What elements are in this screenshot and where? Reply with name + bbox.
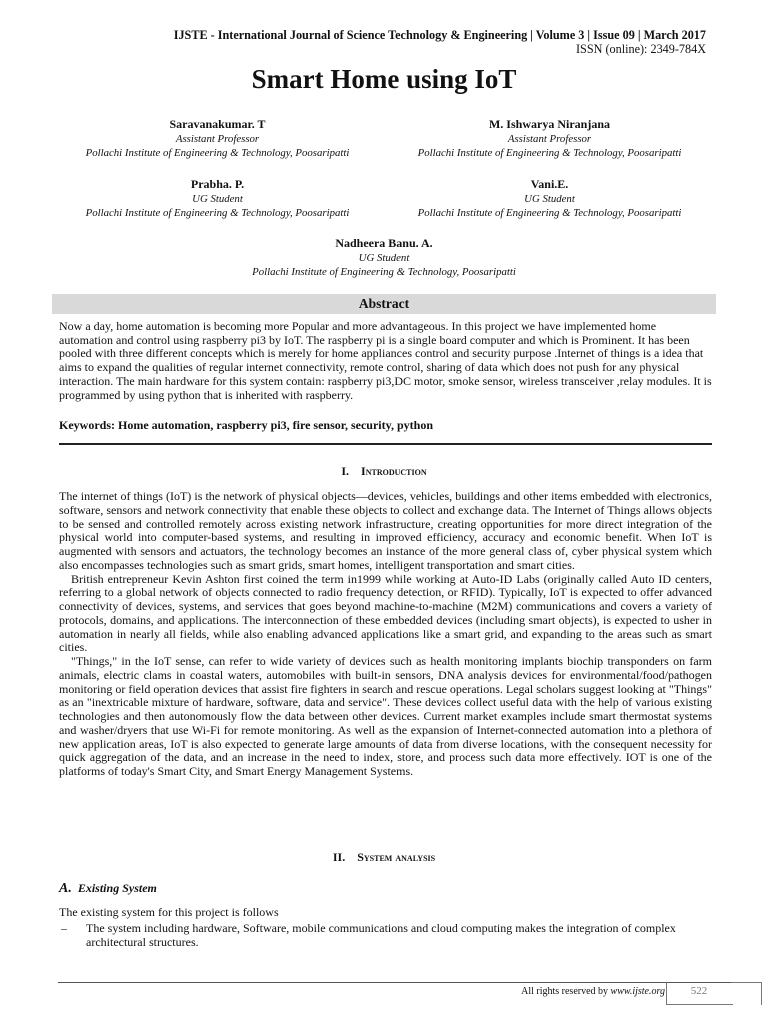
keywords: Keywords: Home automation, raspberry pi3, fire sensor, security, python bbox=[59, 418, 433, 432]
author-role: UG Student bbox=[524, 192, 575, 205]
author-name: Vani.E. bbox=[530, 177, 569, 191]
author-block bbox=[372, 177, 727, 221]
author-block bbox=[372, 117, 727, 161]
section-heading-system-analysis bbox=[0, 850, 768, 865]
abstract-heading: Abstract bbox=[52, 294, 716, 314]
existing-system-intro: The existing system for this project is follows bbox=[59, 905, 279, 919]
section-title: System analysis bbox=[357, 850, 436, 864]
paragraph: British entrepreneur Kevin Ashton first coined the term in1999 while working at Auto-ID Labs (originally called Auto ID centers, referring to a global network of objects connected to radio frequency detection, or RFID). Typically, IoT is expected to offer advanced connectivity of devices, systems, and services that goes beyond machine-to-machine (M2M) communications and covers a variety of protocols, domains, and applications. The interconnection of these embedded devices (including smart objects), is expected to usher in automation in nearly all fields, while also enabling advanced applications like a smart grid, and expanding to the areas such as smart cities. bbox=[59, 571, 712, 655]
author-name: M. Ishwarya Niranjana bbox=[488, 117, 610, 131]
corner-decoration bbox=[731, 982, 762, 1005]
abstract-divider bbox=[59, 443, 712, 445]
author-block bbox=[40, 177, 395, 221]
footer-rights bbox=[521, 986, 665, 997]
subsection-heading bbox=[59, 881, 157, 897]
section-number: II. bbox=[332, 850, 346, 864]
author-name: Nadheera Banu. A. bbox=[335, 236, 433, 250]
section-heading-introduction bbox=[0, 464, 768, 479]
page-footer bbox=[0, 982, 768, 1022]
author-name: Saravanakumar. T bbox=[169, 117, 266, 131]
journal-title-line: IJSTE - International Journal of Science Technology & Engineering | Volume 3 | Issue 09 | March 2017 bbox=[173, 28, 706, 42]
author-block bbox=[40, 117, 395, 161]
site-link[interactable]: www.ijste.org bbox=[610, 986, 665, 997]
paper-title: Smart Home using IoT bbox=[251, 64, 517, 94]
author-affiliation: Pollachi Institute of Engineering & Technology, Poosaripatti bbox=[85, 147, 350, 159]
section-title: Introduction bbox=[361, 464, 427, 478]
author-affiliation: Pollachi Institute of Engineering & Technology, Poosaripatti bbox=[417, 147, 682, 159]
issn-line: ISSN (online): 2349-784X bbox=[576, 41, 706, 56]
author-affiliation: Pollachi Institute of Engineering & Technology, Poosaripatti bbox=[85, 207, 350, 219]
author-affiliation: Pollachi Institute of Engineering & Technology, Poosaripatti bbox=[417, 207, 682, 219]
author-role: UG Student bbox=[192, 192, 243, 205]
abstract-text: Now a day, home automation is becoming more Popular and more advantageous. In this project we have implemented home automation and control using raspberry pi3 by IoT. The raspberry pi is a single board computer and which is Prominent. It has been pooled with three different concepts which is merely for home appliances control and security purpose .Internet of things is a idea that aims to expand the qualities of regular internet connectivity, remote control, sharing of data which does not push for any physical interaction. The main hardware for this system contain: raspberry pi3,DC motor, smoke sensor, wireless transceiver ,relay modules. It is programmed by using python that is inherited with raspberry. bbox=[59, 319, 712, 402]
journal-header bbox=[174, 29, 706, 56]
footer-rule bbox=[58, 982, 732, 983]
rights-text: All rights reserved by bbox=[521, 986, 611, 997]
list-item bbox=[59, 921, 712, 949]
bullet-dash: – bbox=[61, 921, 67, 935]
author-block bbox=[204, 236, 564, 280]
paragraph: "Things," in the IoT sense, can refer to wide variety of devices such as health monitoring implants biochip transponders on farm animals, electric clams in coastal waters, automobiles with built-in sensors, DNA analysis devices for environmental/food/pathogen monitoring or field operation devices that assist fire fighters in search and rescue operations. Legal scholars suggest looking at "Things" as an "inextricable mixture of hardware, software, data and service". These devices collect useful data with the help of various existing technologies and then autonomously flow the data between other devices. Current market examples include smart thermostat systems and washer/dryers that use Wi-Fi for remote monitoring. As well as the expansion of Internet-connected automation into a plethora of new application areas, IoT is also expected to generate large amounts of data from diverse locations, with the consequent necessity for quick aggregation of the data, and an increase in the need to index, store, and process such data more effectively. IOT is one of the platforms of today's Smart City, and Smart Energy Management Systems. bbox=[59, 654, 712, 778]
section-number: I. bbox=[341, 464, 350, 478]
author-role: Assistant Professor bbox=[507, 132, 592, 145]
subsection-letter: A. bbox=[59, 881, 72, 896]
introduction-body bbox=[59, 490, 712, 779]
author-affiliation: Pollachi Institute of Engineering & Technology, Poosaripatti bbox=[252, 266, 516, 278]
subsection-title: Existing System bbox=[77, 881, 157, 895]
author-role: UG Student bbox=[358, 251, 410, 264]
author-name: Prabha. P. bbox=[190, 177, 245, 191]
paragraph: The internet of things (IoT) is the network of physical objects—devices, vehicles, buildings and other items embedded with electronics, software, sensors and network connectivity that enable these objects to collect and exchange data. The Internet of Things allows objects to be sensed and controlled remotely across existing network infrastructure, creating opportunities for more direct integration of the physical world into computer-based systems, and resulting in improved efficiency, accuracy and economic benefit. When IoT is augmented with sensors and actuators, the technology becomes an instance of the more general class of, cyber physical system which also encompasses technologies such as smart grids, smart homes, intelligent transportation and smart cities. bbox=[59, 489, 712, 572]
page-number: 522 bbox=[690, 985, 708, 997]
bullet-text: The system including hardware, Software, mobile communications and cloud computing makes the integration of complex architectural structures. bbox=[86, 921, 676, 949]
author-role: Assistant Professor bbox=[175, 132, 260, 145]
